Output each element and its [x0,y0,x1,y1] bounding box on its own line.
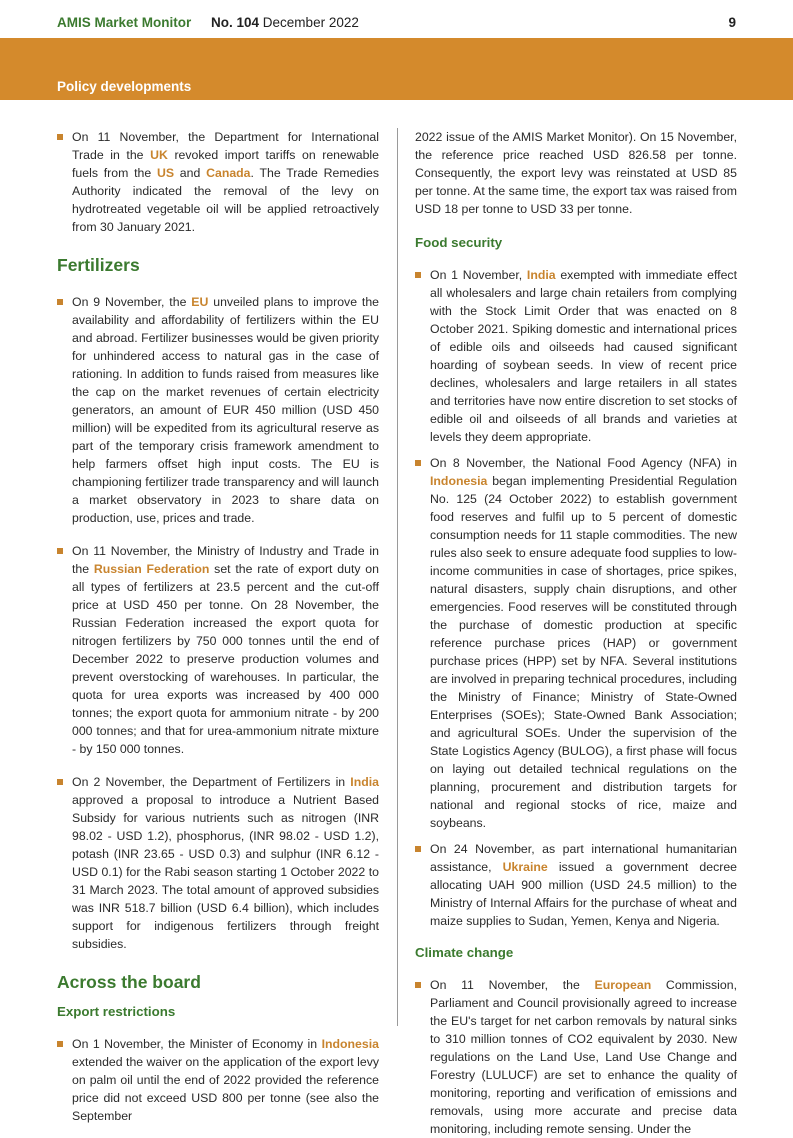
country-india: India [526,268,556,282]
heading-food-security: Food security [415,235,503,250]
issue-number: No. 104 [211,15,260,30]
country-eu: EU [191,295,209,309]
bullet-indonesia-export: On 1 November, the Minister of Economy in Indonesia extended the waiver on the application of the export levy on palm oil until the end of 2022 provided the reference price did not exceed USD 800 per tonne (see also the September [57,1035,379,1125]
country-canada: Canada [206,166,251,180]
page-number: 9 [728,15,736,30]
bullet-icon [57,299,63,305]
country-russia: Russian Federation [93,562,210,576]
country-uk: UK [150,148,168,162]
section-banner [0,38,793,100]
section-title: Policy developments [57,79,192,94]
country-european: European [594,978,652,992]
continuation-text: 2022 issue of the AMIS Market Monitor). On 15 November, the reference price reached USD 826.58 per tonne. Consequently, the export levy was reinstated at USD 85 per tonne. At the same time, the export tax was raised from USD 18 per tonne to USD 33 per tonne. [415,130,737,216]
bullet-eu-climate: On 11 November, the European Commission, Parliament and Council provisionally agreed to increase the EU's target for net carbon removals by natural sinks to 310 million tonnes of CO2 equivalent by 2030. New regulations on the Land Use, Land Use Change and Forestry (LULUCF) are set to enhance the quality of monitoring, reporting and verification of emissions and removals, using more accurate and precise data monitoring, including remote sensing. Under the [415,976,737,1138]
heading-export-restrictions: Export restrictions [57,1004,176,1019]
country-indonesia: Indonesia [430,474,488,488]
bullet-icon [415,460,421,466]
bullet-ukraine: On 24 November, as part international humanitarian assistance, Ukraine issued a government decree allocating UAH 900 million (USD 24.5 million) to the Ministry of Internal Affairs for the purchase of wheat and maize supplies to Sudan, Yemen, Kenya and Nigeria. [415,840,737,930]
country-ukraine: Ukraine [502,860,548,874]
issue-date: December 2022 [262,15,359,30]
country-indonesia: Indonesia [321,1037,379,1051]
right-column [415,128,737,1138]
bullet-indonesia-food: On 8 November, the National Food Agency (NFA) in Indonesia began implementing Presidential Regulation No. 125 (24 October 2022) to establish government food reserves and fulfil up to 5 percent of domestic consumption needs for 11 staple commodities. The new rules also seek to ensure adequate food supplies to low-income communities in case of shortages, price spikes, natural disasters, supply chain disruptions, and other emergencies. Food reserves will be constituted through the purchase of domestic production at specific reference purchase prices (HAP) or government purchase prices (HPP) set by NFA. Several institutions are involved in preparing technical procedures, including the Ministry of Finance; Ministry of State-Owned Enterprises (SOEs); State-Owned Bank Association; and agricultural SOEs. Under the supervision of the State Logistics Agency (BULOG), a first phase will focus on laying out detailed technical regulations on the planning, procurement and distribution targets for national and regional stocks of rice, maize and soybeans. [415,454,737,832]
column-divider [397,128,398,1026]
bullet-icon [415,272,421,278]
bullet-india-food: On 1 November, India exempted with immediate effect all wholesalers and large chain retailers from complying with the Stock Limit Order that was enacted on 8 October 2021. Spiking domestic and international prices of edible oils and oilseeds had caused significant hoarding of soybean seeds. In view of recent price declines, wholesalers and large retailers in all states and territories have now entire discretion to set stocks of edible oil and oilseeds of all brands and varieties at levels they deem appropriate. [415,266,737,446]
bullet-icon [57,1041,63,1047]
bullet-eu-fertilizers: On 9 November, the EU unveiled plans to improve the availability and affordability of fertilizers within the EU and abroad. Fertilizer businesses would be given priority for unhindered access to natural gas in the case of rationing. In addition to funds raised from measures like the cap on the market revenues of certain electricity generators, an amount of EUR 450 million (USD 450 million) will be expedited from its agricultural reserve as part of the temporary crisis framework amendment to help farmers offset high input costs. The EU is championing fertilizer trade transparency and will launch a market observatory in 2023 to share data on production, use, prices and trade. [57,293,379,527]
left-column [57,128,379,1125]
bullet-icon [415,982,421,988]
bullet-icon [57,779,63,785]
heading-fertilizers: Fertilizers [57,255,140,275]
issue-info [211,15,359,30]
bullet-icon [415,846,421,852]
heading-climate-change: Climate change [415,945,514,960]
country-us: US [156,166,175,180]
bullet-india-fertilizers: On 2 November, the Department of Fertilizers in India approved a proposal to introduce a Nutrient Based Subsidy for various nutrients such as nitrogen (INR 98.02 - USD 1.2), phosphorus, (INR 98.02 - USD 1.2), potash (INR 23.65 - USD 0.3) and sulphur (INR 6.12 - USD 0.1) for the Rabi season starting 1 October 2022 to 31 March 2023. The total amount of approved subsidies was INR 518.7 billion (USD 6.4 billion), which includes support for indigenous fertilizers through freight subsidies. [57,773,379,953]
publication-title: AMIS Market Monitor [57,15,192,30]
bullet-icon [57,134,63,140]
heading-across-the-board: Across the board [57,972,201,992]
bullet-uk-tariffs: On 11 November, the Department for International Trade in the UK revoked import tariffs on renewable fuels from the US and Canada. The Trade Remedies Authority indicated the removal of the levy on hydrotreated vegetable oil will be applied retroactively from 30 January 2021. [57,128,379,236]
page-header [0,0,793,38]
country-india: India [350,775,379,789]
bullet-russia-fertilizers: On 11 November, the Ministry of Industry and Trade in the Russian Federation set the rate of export duty on all types of fertilizers at 23.5 percent and the cut-off price at USD 450 per tonne. On 28 November, the Russian Federation increased the export quota for nitrogen fertilizers by 750 000 tonnes until the end of December 2022 to preserve production volumes and prevent overstocking of warehouses. In particular, the quota for urea exports was increased by 400 000 tonnes; the export quota for ammonium nitrate - by 200 000 tonnes; and that for urea-ammonium nitrate mixture - by 150 000 tonnes. [57,542,379,758]
bullet-icon [57,548,63,554]
